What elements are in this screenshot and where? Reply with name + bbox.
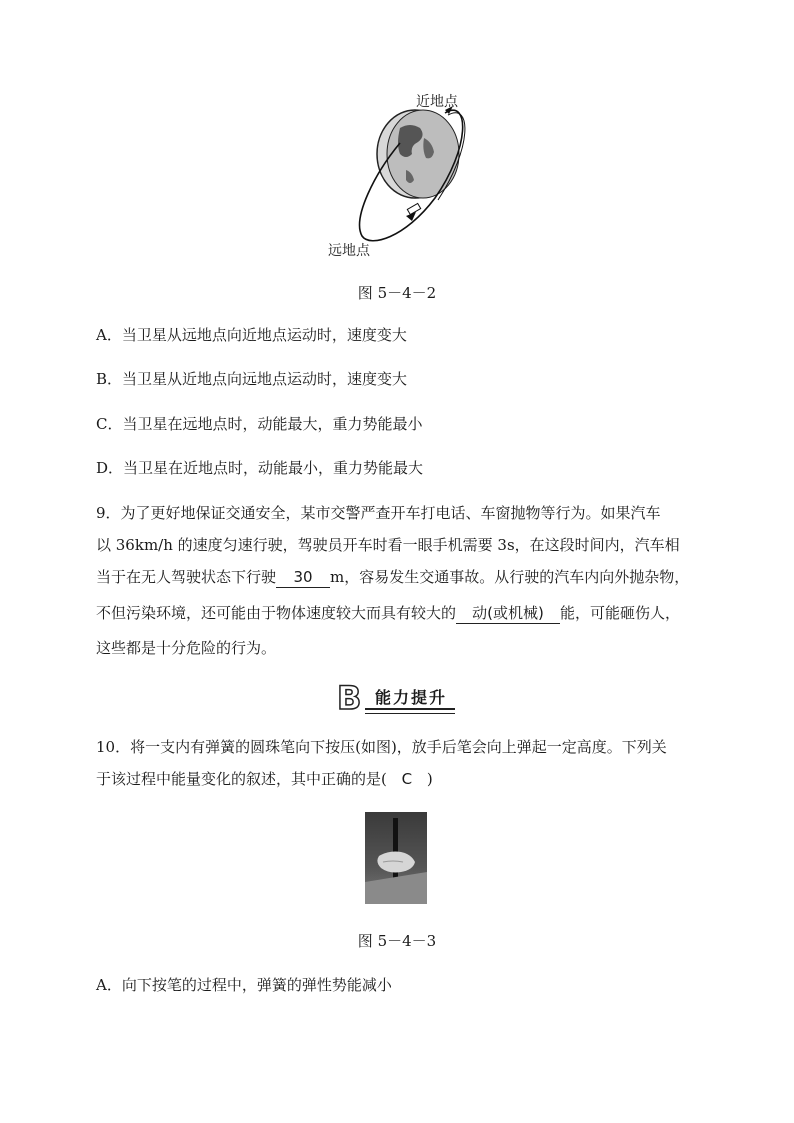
q10-option-a: A．向下按笔的过程中，弹簧的弹性势能减小 xyxy=(96,976,392,994)
q9-line-3 xyxy=(96,567,689,588)
q9-line-5: 这些都是十分危险的行为。 xyxy=(96,639,277,657)
apogee-label: 远地点 xyxy=(328,243,370,259)
q9-line-1: 9．为了更好地保证交通安全，某市交警严查开车打电话、车窗抛物等行为。如果汽车 xyxy=(96,504,661,522)
q10-line-1: 10．将一支内有弹簧的圆珠笔向下按压(如图)，放手后笔会向上弹起一定高度。下列关 xyxy=(96,738,667,756)
q10-line-2-after: ) xyxy=(426,770,433,788)
q9-line-2: 以 36km/h 的速度匀速行驶，驾驶员开车时看一眼手机需要 3s，在这段时间内，汽车相 xyxy=(96,536,680,554)
q9-line-3-after: m，容易发生交通事故。从行驶的汽车内向外抛杂物， xyxy=(330,568,690,586)
q9-line-3-before: 当于在无人驾驶状态下行驶 xyxy=(96,568,277,586)
pen-hand-image xyxy=(365,812,427,904)
q9-answer-2: 动(或机械) xyxy=(456,603,560,624)
section-rule xyxy=(365,708,455,710)
q9-answer-1: 30 xyxy=(276,567,330,588)
section-rule-thin xyxy=(365,713,455,714)
pen-photo xyxy=(365,812,427,904)
figure-caption-2: 图 5－4－3 xyxy=(357,932,437,950)
orbit-diagram xyxy=(320,88,480,263)
q9-line-4-before: 不但污染环境，还可能由于物体速度较大而具有较大的 xyxy=(96,604,457,622)
orbit-figure xyxy=(320,88,480,263)
q8-option-b: B．当卫星从近地点向远地点运动时，速度变大 xyxy=(96,370,408,388)
section-banner xyxy=(335,680,455,714)
svg-text:B: B xyxy=(337,680,362,714)
q8-option-c: C．当卫星在远地点时，动能最大，重力势能最小 xyxy=(96,415,423,433)
perigee-label: 近地点 xyxy=(416,94,458,110)
q10-line-2 xyxy=(96,769,433,789)
q10-line-2-before: 于该过程中能量变化的叙述，其中正确的是( xyxy=(96,770,387,788)
q9-line-4 xyxy=(96,603,680,624)
figure-caption-1: 图 5－4－2 xyxy=(357,284,437,302)
q9-line-4-after: 能，可能砸伤人， xyxy=(560,604,681,622)
section-title: 能力提升 xyxy=(375,688,448,707)
q8-option-d: D．当卫星在近地点时，动能最小，重力势能最大 xyxy=(96,459,424,477)
q10-answer: C xyxy=(401,770,413,788)
q8-option-a: A．当卫星从远地点向近地点运动时，速度变大 xyxy=(96,326,407,344)
